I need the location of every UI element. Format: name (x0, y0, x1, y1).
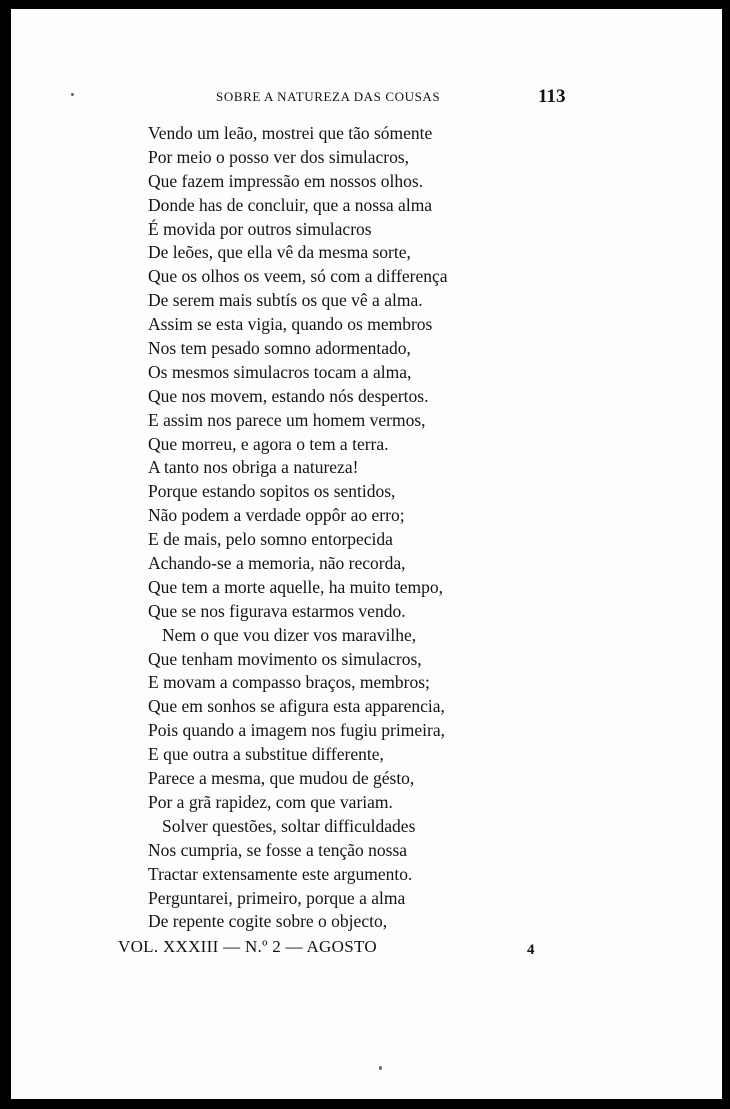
poem-line: É movida por outros simulacros (148, 218, 372, 239)
poem-line: Que se nos figurava estarmos vendo. (148, 600, 406, 621)
poem-line: Por a grã rapidez, com que variam. (148, 791, 393, 812)
poem-line: Vendo um leão, mostrei que tão sómente (148, 123, 433, 143)
poem-line: Que tenham movimento os simulacros, (148, 648, 422, 669)
signature-number: 4 (527, 942, 535, 958)
book-page (11, 9, 722, 1099)
running-title: SOBRE A NATUREZA DAS COUSAS (216, 89, 441, 104)
poem-line: Donde has de concluir, que a nossa alma (148, 194, 433, 215)
poem-line: E de mais, pelo somno entorpecida (148, 529, 393, 550)
poem-line: Perguntarei, primeiro, porque a alma (148, 887, 406, 908)
poem-line: Não podem a verdade oppôr ao erro; (148, 505, 405, 526)
poem-line: E assim nos parece um homem vermos, (148, 409, 426, 430)
poem-line: Nem o que vou dizer vos maravilhe, (162, 624, 417, 645)
poem-line: E movam a compasso braços, membros; (148, 672, 430, 693)
poem-line: Nos tem pesado somno adormentado, (148, 338, 411, 359)
page-number: 113 (538, 86, 566, 107)
poem-line: Que tem a morte aquelle, ha muito tempo, (148, 576, 443, 597)
poem-line: Os mesmos simulacros tocam a alma, (148, 361, 412, 382)
poem-line: E que outra a substitue differente, (148, 744, 384, 765)
poem-line: A tanto nos obriga a natureza! (148, 457, 359, 478)
poem-line: Porque estando sopitos os sentidos, (148, 481, 396, 502)
poem-line: Tractar extensamente este argumento. (148, 863, 413, 884)
poem-line: Que os olhos os veem, só com a differença (148, 266, 448, 287)
poem-line: De serem mais subtís os que vê a alma. (148, 290, 423, 311)
poem-line: De leões, que ella vê da mesma sorte, (148, 242, 411, 263)
poem-line: De repente cogite sobre o objecto, (148, 911, 388, 932)
poem-line: Achando-se a memoria, não recorda, (148, 553, 406, 574)
poem-line: Que nos movem, estando nós despertos. (148, 385, 429, 406)
signature-line: VOL. XXXIII — N.º 2 — AGOSTO (118, 937, 377, 956)
print-speck (379, 1066, 382, 1070)
poem-line: Por meio o posso ver dos simulacros, (148, 146, 410, 167)
poem-text (148, 122, 448, 934)
poem-line: Nos cumpria, se fosse a tenção nossa (148, 839, 408, 860)
poem-line: Parece a mesma, que mudou de gésto, (148, 768, 415, 789)
poem-line: Que morreu, e agora o tem a terra. (148, 433, 389, 454)
poem-line: Pois quando a imagem nos fugiu primeira, (148, 720, 445, 741)
poem-line: Solver questões, soltar difficuldades (162, 815, 416, 836)
poem-line: Que fazem impressão em nossos olhos. (148, 170, 424, 191)
poem-line: Assim se esta vigia, quando os membros (148, 314, 433, 335)
print-speck (71, 93, 74, 96)
poem-line: Que em sonhos se afigura esta apparencia, (148, 696, 445, 717)
